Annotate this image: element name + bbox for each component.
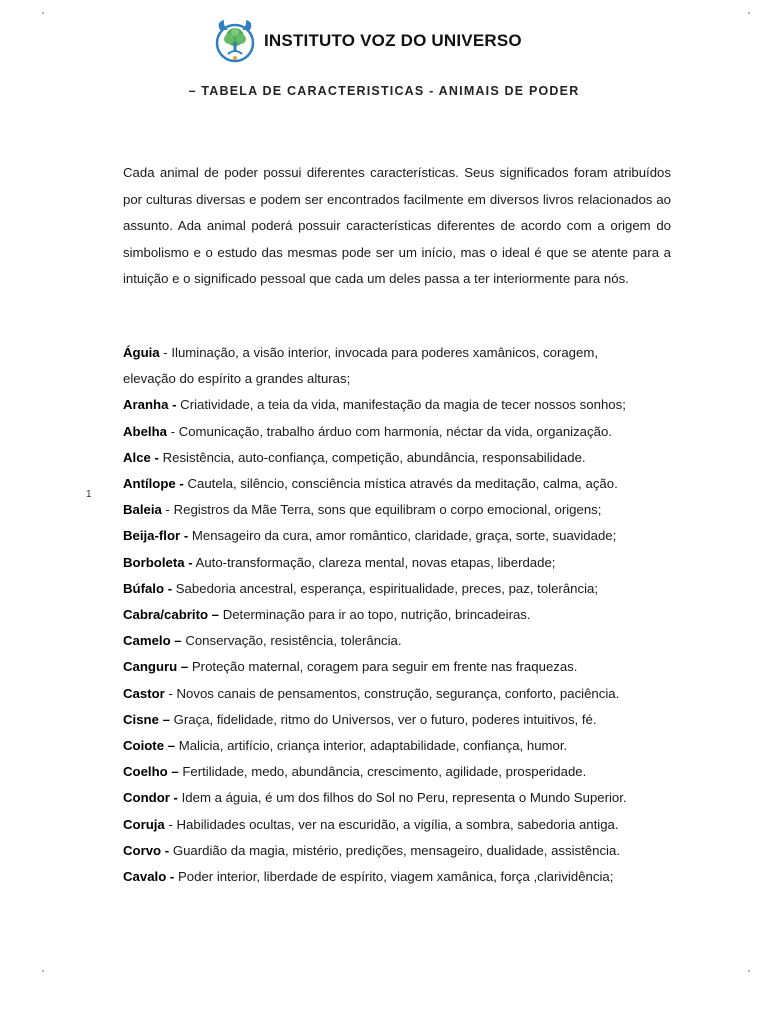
animal-description: Guardião da magia, mistério, predições, mensageiro, dualidade, assistência.	[172, 842, 620, 858]
corner-mark	[748, 970, 750, 972]
animal-name: Corvo -	[123, 842, 170, 858]
animal-description: Mensageiro da cura, amor romântico, claridade, graça, sorte, suavidade;	[191, 528, 617, 544]
list-item	[123, 864, 683, 890]
list-item	[123, 838, 683, 864]
animal-name: Castor	[123, 685, 165, 701]
intro-paragraph: Cada animal de poder possui diferentes características. Seus significados foram atribuídos por culturas diversas e podem ser encontrados facilmente em diversos livros relacionados ao assunto. Ada animal poderá possuir características diferentes de acordo com a origem do simbolismo e o estudo das mesmas pode ser um início, mas o ideal é que se atente para a intuição e o significado pessoal que cada um deles passa a ter interiormente para nós.	[123, 165, 671, 287]
list-item	[123, 785, 683, 811]
animal-name: Aranha -	[123, 397, 177, 413]
list-item	[123, 550, 683, 576]
animal-description: Criatividade, a teia da vida, manifestação da magia de tecer nossos sonhos;	[180, 397, 626, 413]
animal-description: Sabedoria ancestral, esperança, espiritualidade, preces, paz, tolerância;	[175, 580, 599, 596]
animal-list	[123, 340, 683, 890]
animal-name: Abelha	[123, 423, 167, 439]
document-subtitle: – TABELA DE CARACTERISTICAS - ANIMAIS DE PODER	[188, 84, 580, 98]
animal-name: Camelo –	[123, 633, 182, 649]
animal-name: Cabra/cabrito –	[123, 607, 220, 623]
list-item	[123, 392, 683, 418]
list-item	[123, 681, 683, 707]
page-number: 1	[86, 489, 92, 500]
animal-description: Novos canais de pensamentos, construção, segurança, conforto, paciência.	[176, 685, 620, 701]
animal-name: Coelho –	[123, 764, 179, 780]
separator: -	[164, 816, 177, 832]
animal-description: Idem a águia, é um dos filhos do Sol no Peru, representa o Mundo Superior.	[181, 790, 627, 806]
list-item	[123, 812, 683, 838]
animal-name: Condor -	[123, 790, 178, 806]
animal-name: Cisne –	[123, 711, 170, 727]
corner-mark	[748, 12, 750, 14]
list-item	[123, 654, 683, 680]
animal-description: Graça, fidelidade, ritmo do Universos, ver o futuro, poderes intuitivos, fé.	[173, 711, 597, 727]
animal-name: Coruja	[123, 816, 165, 832]
animal-description: Conservação, resistência, tolerância.	[185, 633, 402, 649]
separator: -	[161, 502, 174, 518]
animal-description: Habilidades ocultas, ver na escuridão, a vigília, a sombra, sabedoria antiga.	[176, 816, 619, 832]
list-item	[123, 419, 683, 445]
organization-name: INSTITUTO VOZ DO UNIVERSO	[264, 31, 522, 50]
list-item	[123, 628, 683, 654]
separator: -	[159, 345, 172, 360]
animal-name: Baleia	[123, 502, 162, 518]
list-item	[123, 445, 683, 471]
corner-mark	[42, 970, 44, 972]
animal-description: Poder interior, liberdade de espírito, viagem xamânica, força ,clarividência;	[177, 869, 614, 885]
list-item	[123, 471, 683, 497]
animal-description: Proteção maternal, coragem para seguir em frente nas fraquezas.	[191, 659, 578, 675]
animal-name: Alce -	[123, 449, 159, 465]
corner-mark	[42, 12, 44, 14]
list-item	[123, 707, 683, 733]
list-item	[123, 602, 683, 628]
animal-description: Determinação para ir ao topo, nutrição, brincadeiras.	[222, 607, 531, 623]
animal-description: Fertilidade, medo, abundância, crescimento, agilidade, prosperidade.	[182, 764, 587, 780]
separator: -	[164, 685, 177, 701]
animal-name: Búfalo -	[123, 580, 173, 596]
animal-description: Resistência, auto-confiança, competição, abundância, responsabilidade.	[162, 449, 586, 465]
animal-description: Registros da Mãe Terra, sons que equilibram o corpo emocional, origens;	[173, 502, 602, 518]
tree-of-life-logo-icon	[214, 18, 256, 64]
list-item	[123, 523, 683, 549]
separator: -	[166, 423, 179, 439]
animal-name: Águia	[123, 345, 160, 360]
animal-description: Malicia, artifício, criança interior, adaptabilidade, confiança, humor.	[178, 738, 568, 754]
animal-name: Cavalo -	[123, 869, 175, 885]
animal-name: Beija-flor -	[123, 528, 189, 544]
list-item	[123, 497, 683, 523]
list-item	[123, 733, 683, 759]
animal-description: Cautela, silêncio, consciência mística através da meditação, calma, ação.	[187, 476, 618, 492]
animal-description: Comunicação, trabalho árduo com harmonia, néctar da vida, organização.	[178, 423, 612, 439]
list-item	[123, 576, 683, 602]
animal-description: Iluminação, a visão interior, invocada para poderes xamânicos, coragem, elevação do espírito a grandes alturas;	[123, 345, 598, 387]
animal-name: Borboleta -	[123, 554, 193, 570]
animal-name: Antílope -	[123, 476, 184, 492]
animal-description: Auto-transformação, clareza mental, novas etapas, liberdade;	[195, 554, 556, 570]
list-item	[123, 759, 683, 785]
document-header	[214, 18, 522, 64]
animal-name: Canguru –	[123, 659, 189, 675]
animal-name: Coiote –	[123, 738, 176, 754]
list-item	[123, 340, 643, 392]
